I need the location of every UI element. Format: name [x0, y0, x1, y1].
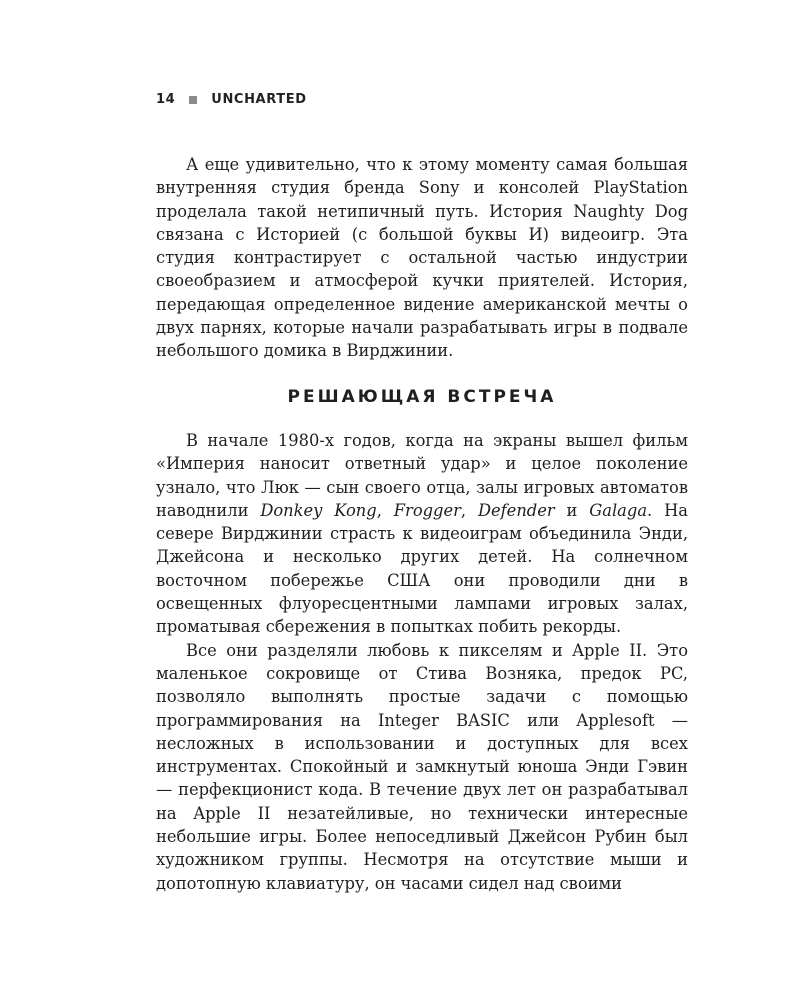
game-title-frogger: Frogger — [393, 500, 461, 520]
section-paragraph-1 — [156, 429, 688, 639]
p1-separator-3: и — [554, 500, 590, 520]
intro-block — [156, 153, 688, 363]
p1-separator-2: , — [460, 500, 478, 520]
p1-text-end: . На севере Вирджинии страсть к видеоиграм объединила Энди, Джейсона и несколько других детей. На солнечном восточном побережье США они проводили дни в освещенных флуоресцентными лампами игровых залах, проматывая сбережения в попытках побить рекорды. — [156, 500, 688, 637]
section-paragraph-2: Все они разделяли любовь к пикселям и Apple II. Это маленькое сокровище от Стива Возняка, предок PC, позволяло выполнять простые задачи с помощью программирования на Integer BASIC или Applesoft — несложных в использовании и доступных для всех инструментах. Спокойный и замкнутый юноша Энди Гэвин — перфекционист кода. В течение двух лет он разрабатывал на Apple II незатейливые, но технически интересные небольшие игры. Более непоседливый Джейсон Рубин был художником группы. Несмотря на отсутствие мыши и допотопную клавиатуру, он часами сидел над своими — [156, 640, 688, 893]
page-number: 14 — [156, 92, 176, 107]
running-head — [156, 92, 307, 107]
intro-paragraph: А еще удивительно, что к этому моменту самая большая внутренняя студия бренда Sony и консолей PlayStation проделала такой нетипичный путь. История Naughty Dog связана с Историей (с большой буквы И) видеоигр. Эта студия контрастирует с остальной частью индустрии своеобразием и атмосферой кучки приятелей. История, передающая определенное видение американской мечты о двух парнях, которые начали разрабатывать игры в подвале небольшого домика в Вирджинии. — [156, 155, 688, 361]
game-title-defender: Defender — [477, 500, 555, 520]
section-body — [156, 429, 688, 895]
book-title: UNCHARTED — [211, 92, 307, 107]
p1-separator-1: , — [376, 500, 394, 520]
game-title-donkey-kong: Donkey Kong — [260, 500, 377, 520]
section-heading: РЕШАЮЩАЯ ВСТРЕЧА — [287, 387, 557, 407]
separator-square-icon — [189, 96, 197, 104]
p1-text-start: В начале 1980-х годов, когда на экраны вышел фильм «Империя наносит ответный удар» и целое поколение узнало, что Люк — сын своего отца, залы игровых автоматов наводнили — [156, 431, 688, 520]
game-title-galaga: Galaga — [589, 500, 648, 520]
